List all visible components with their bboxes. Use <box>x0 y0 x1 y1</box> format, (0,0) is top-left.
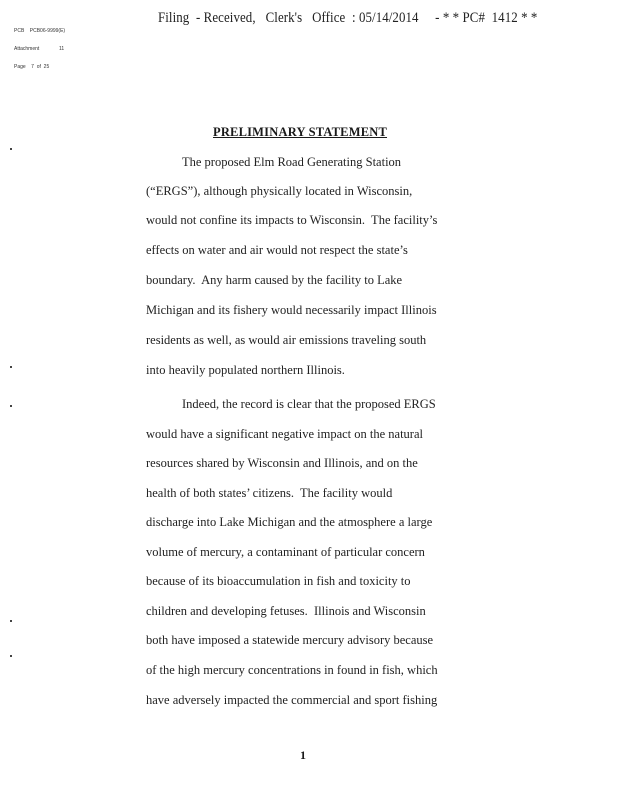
body-line: into heavily populated northern Illinois. <box>146 363 345 377</box>
body-line: discharge into Lake Michigan and the atmosphere a large <box>146 515 433 529</box>
section-title: PRELIMINARY STATEMENT <box>212 125 388 139</box>
body-line: Indeed, the record is clear that the proposed ERGS <box>182 397 436 411</box>
stamp-key: PCB <box>14 28 25 34</box>
stamp-row-1 <box>14 28 65 34</box>
body-line: The proposed Elm Road Generating Station <box>182 155 402 169</box>
stamp-key: Attachment <box>14 46 40 52</box>
page-number: 1 <box>300 748 306 762</box>
body-line: Michigan and its fishery would necessarily impact Illinois <box>146 303 437 317</box>
body-line: boundary. Any harm caused by the facility to Lake <box>146 273 403 287</box>
body-line: because of its bioaccumulation in fish and toxicity to <box>146 574 411 588</box>
body-line: would not confine its impacts to Wisconsin. The facility’s <box>146 213 438 227</box>
document-stamp <box>14 16 65 76</box>
body-line: volume of mercury, a contaminant of particular concern <box>146 545 425 559</box>
body-line: residents as well, as would air emissions traveling south <box>146 333 427 347</box>
body-line: would have a significant negative impact on the natural <box>146 427 423 441</box>
body-line: of the high mercury concentrations in found in fish, which <box>146 663 438 677</box>
margin-mark <box>10 655 12 657</box>
margin-mark <box>10 405 12 407</box>
filing-header: Filing - Received, Clerk's Office : 05/14/2014 - * * PC# 1412 * * <box>158 10 538 26</box>
body-line: have adversely impacted the commercial and sport fishing <box>146 693 438 707</box>
stamp-value: 7 of 25 <box>31 64 50 70</box>
stamp-row-3 <box>14 64 65 70</box>
body-line: both have imposed a statewide mercury advisory because <box>146 633 434 647</box>
stamp-value: PCB06-9999(E) <box>29 28 66 34</box>
body-line: effects on water and air would not respect the state’s <box>146 243 408 257</box>
stamp-key: Page <box>14 64 26 70</box>
body-line: children and developing fetuses. Illinois and Wisconsin <box>146 604 426 618</box>
body-line: resources shared by Wisconsin and Illinois, and on the <box>146 456 418 470</box>
margin-mark <box>10 148 12 150</box>
stamp-row-2 <box>14 46 65 52</box>
margin-mark <box>10 366 12 368</box>
body-line: (“ERGS”), although physically located in Wisconsin, <box>146 184 413 198</box>
body-line: health of both states’ citizens. The facility would <box>146 486 393 500</box>
stamp-value: 11 <box>58 46 65 52</box>
margin-mark <box>10 620 12 622</box>
